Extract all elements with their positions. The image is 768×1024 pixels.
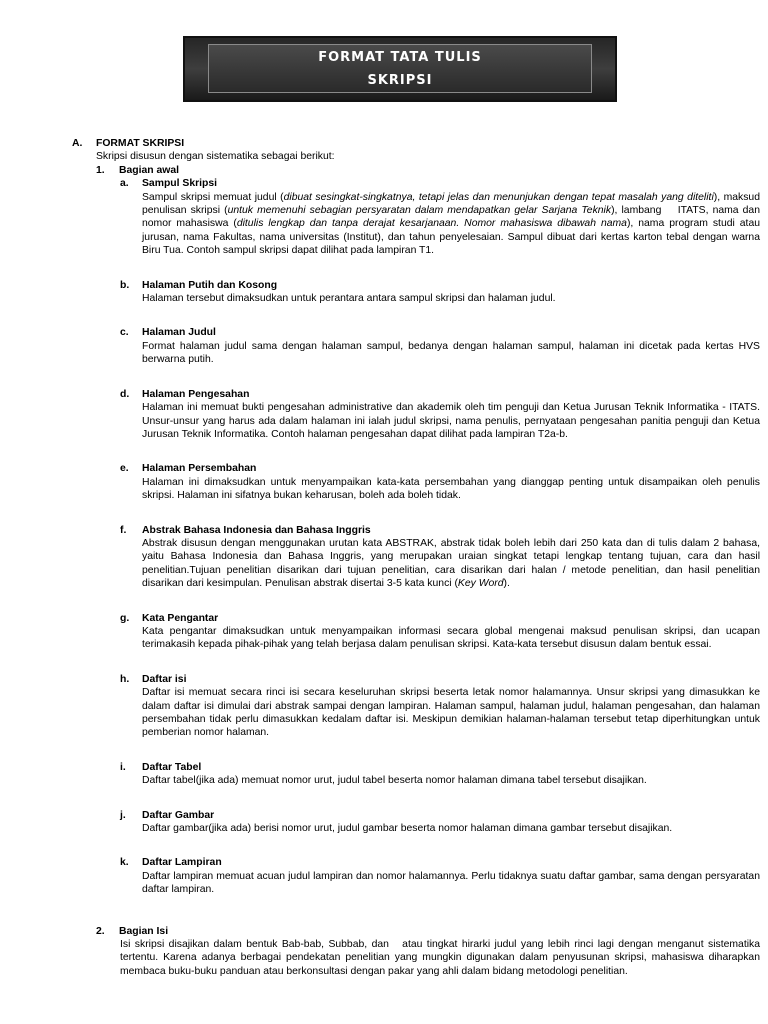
item-body: Format halaman judul sama dengan halaman sampul, bedanya dengan halaman sampul, halaman ini dicetak pada kertas HVS berwarna putih. bbox=[142, 340, 760, 366]
item-body: Halaman ini dimaksudkan untuk menyampaikan kata-kata persembahan yang dianggap penting untuk disampaikan oleh penulis skripsi. Halaman ini sifatnya bukan keharusan, boleh ada boleh tidak. bbox=[142, 476, 760, 502]
text-run: Sampul skripsi memuat judul ( bbox=[142, 191, 284, 203]
item-body: Daftar isi memuat secara rinci isi secara keseluruhan skripsi beserta letak nomor halamannya. Unsur skripsi yang dimasukkan ke dalam daftar isi dimulai dari abstrak sampai dengan lampiran. Halaman sampul, halaman judul, halaman pengesahan, dan halaman persembahan tidak perlu dimasukkan kedalam daftar isi. Meskipun demikian halaman-halaman tersebut tetap diperhitungkan untuk pemberian nomor halaman. bbox=[142, 687, 760, 739]
italic-run: Key Word bbox=[457, 578, 504, 590]
item-letter: i. bbox=[120, 761, 126, 773]
item-body bbox=[142, 537, 760, 591]
item-letter: e. bbox=[120, 463, 129, 475]
item-body: Halaman tersebut dimaksudkan untuk perantara antara sampul skripsi dan halaman judul. bbox=[142, 293, 556, 305]
item-title: Daftar Gambar bbox=[142, 809, 215, 821]
item-title: Halaman Judul bbox=[142, 327, 216, 339]
subsection-heading-2 bbox=[96, 925, 762, 938]
banner-title: FORMAT TATA TULIS bbox=[318, 50, 482, 65]
item-title: Halaman Pengesahan bbox=[142, 388, 250, 400]
item-title: Halaman Persembahan bbox=[142, 463, 257, 475]
item-heading bbox=[120, 761, 762, 774]
item-body bbox=[142, 191, 763, 258]
item-letter: k. bbox=[120, 857, 129, 869]
item-daftar-isi bbox=[120, 673, 762, 740]
item-heading bbox=[120, 326, 762, 339]
item-heading bbox=[120, 856, 762, 869]
item-heading bbox=[120, 177, 762, 190]
item-letter: c. bbox=[120, 327, 129, 339]
text-run: ), nama program studi atau jurusan, nama Fakultas, nama universitas (Institut), dan tahun penyelesaian. Sampul dibuat dari kertas karton tebal dengan warna Biru Tua. Contoh sampul skripsi dapat dilihat pada lampiran T1. bbox=[142, 218, 760, 257]
text-run: ), lambang ITATS, nama dan nomor mahasiswa ( bbox=[142, 205, 763, 230]
item-letter: a. bbox=[120, 178, 129, 190]
italic-run: dibuat sesingkat-singkatnya, tetapi jelas dan menunjukan dengan tepat masalah yang diteliti bbox=[283, 191, 714, 203]
title-banner bbox=[183, 36, 617, 102]
item-heading bbox=[120, 673, 762, 686]
subsection-body: Isi skripsi disajikan dalam bentuk Bab-bab, Subbab, dan atau tingkat hirarki judul yang lebih rinci lagi dengan menganut sistematika tertentu. Karena adanya berbagai pendekatan penelitian yang mungkin digunakan dalam penyusunan skripsi, mahasiswa diharapkan membaca buku-buku panduan atau berkonsultasi dengan pakar yang ahli dalam bidang metodologi penelitian. bbox=[120, 939, 763, 977]
item-daftar-gambar bbox=[120, 809, 762, 836]
item-letter: b. bbox=[120, 279, 130, 291]
subsection-number: 2. bbox=[96, 925, 105, 937]
section-number: A. bbox=[72, 138, 83, 149]
title-banner-inner bbox=[208, 44, 592, 93]
item-sampul-skripsi bbox=[120, 177, 762, 257]
section-title: FORMAT SKRIPSI bbox=[96, 138, 185, 149]
item-body: Daftar tabel(jika ada) memuat nomor urut, judul tabel beserta nomor halaman dimana tabel tersebut disajikan. bbox=[142, 775, 647, 787]
item-halaman-pengesahan bbox=[120, 388, 762, 442]
item-title: Daftar Tabel bbox=[142, 761, 202, 773]
section-heading bbox=[72, 137, 762, 150]
italic-run: untuk memenuhi sebagian persyaratan dalam mendapatkan gelar Sarjana Teknik bbox=[227, 205, 612, 217]
item-title: Sampul Skripsi bbox=[142, 178, 218, 190]
item-letter: f. bbox=[120, 524, 127, 536]
item-letter: h. bbox=[120, 673, 130, 685]
item-kata-pengantar bbox=[120, 612, 762, 652]
item-halaman-persembahan bbox=[120, 462, 762, 502]
item-body: Kata pengantar dimaksudkan untuk menyampaikan informasi secara global mengenai maksud penulisan skripsi, dan ucapan terimakasih kepada pihak-pihak yang telah berjasa dalam penulisan skripsi. Kata-kata tersebut disusun dalam bentuk essai. bbox=[142, 625, 760, 651]
item-heading bbox=[120, 612, 762, 625]
document-body bbox=[72, 137, 762, 978]
item-abstrak bbox=[120, 524, 762, 591]
item-letter: j. bbox=[120, 809, 126, 821]
item-body: Halaman ini memuat bukti pengesahan administrative dan akademik oleh tim penguji dan Ketua Jurusan Teknik Informatika - ITATS. Unsur-unsur yang harus ada dalam halaman ini ialah judul skripsi, nama penulis, pernyataan pengesahan panitia penguji dan Ketua Jurusan Teknik Informatika. Contoh halaman pengesahan dapat dilihat pada lampiran T2a-b. bbox=[142, 402, 760, 440]
item-body: Daftar lampiran memuat acuan judul lampiran dan nomor halamannya. Perlu tidaknya suatu daftar gambar, sama dengan persyaratan daftar lampiran. bbox=[142, 870, 760, 896]
item-heading bbox=[120, 388, 762, 401]
item-title: Halaman Putih dan Kosong bbox=[142, 279, 278, 291]
banner-subtitle: SKRIPSI bbox=[367, 73, 433, 88]
item-heading bbox=[120, 524, 762, 537]
item-body: Daftar gambar(jika ada) berisi nomor urut, judul gambar beserta nomor halaman dimana gambar tersebut disajikan. bbox=[142, 823, 673, 835]
item-heading bbox=[120, 279, 762, 292]
subsection-heading-1 bbox=[96, 164, 762, 177]
item-daftar-lampiran bbox=[120, 856, 762, 896]
text-run: Abstrak disusun dengan menggunakan urutan kata ABSTRAK, abstrak tidak boleh lebih dari 250 kata dan di tulis dalam 2 bahasa, yaitu Bahasa Indonesia dan Bahasa Inggris, yang merupakan uraian singkat tetapi lengkap tentang tujuan, cara dan hasil penelitian.Tujuan penelitian disarikan dari tujuan penelitian, cara disarikan dari halan / metode penelitian, dan hasil penelitian disarikan dari kesimpulan. Penulisan abstrak disertai 3-5 kata kunci ( bbox=[142, 537, 760, 590]
italic-run: ditulis lengkap dan tanpa derajat kesarjanaan. Nomor mahasiswa dibawah nama bbox=[236, 218, 627, 230]
subsection-number: 1. bbox=[96, 164, 105, 176]
section-intro: Skripsi disusun dengan sistematika sebagai berikut: bbox=[96, 151, 335, 163]
item-title: Daftar Lampiran bbox=[142, 857, 222, 869]
item-halaman-putih bbox=[120, 279, 762, 306]
item-title: Abstrak Bahasa Indonesia dan Bahasa Inggris bbox=[142, 524, 371, 536]
item-title: Daftar isi bbox=[142, 673, 187, 685]
item-title: Kata Pengantar bbox=[142, 612, 219, 624]
item-halaman-judul bbox=[120, 326, 762, 366]
item-letter: g. bbox=[120, 612, 130, 624]
subsection-title: Bagian Isi bbox=[119, 925, 169, 937]
text-run: ), maksud penulisan skripsi ( bbox=[142, 191, 760, 217]
item-letter: d. bbox=[120, 388, 130, 400]
item-daftar-tabel bbox=[120, 761, 762, 788]
item-heading bbox=[120, 462, 762, 475]
text-run: ). bbox=[503, 578, 510, 590]
item-heading bbox=[120, 809, 762, 822]
subsection-title: Bagian awal bbox=[119, 164, 180, 176]
